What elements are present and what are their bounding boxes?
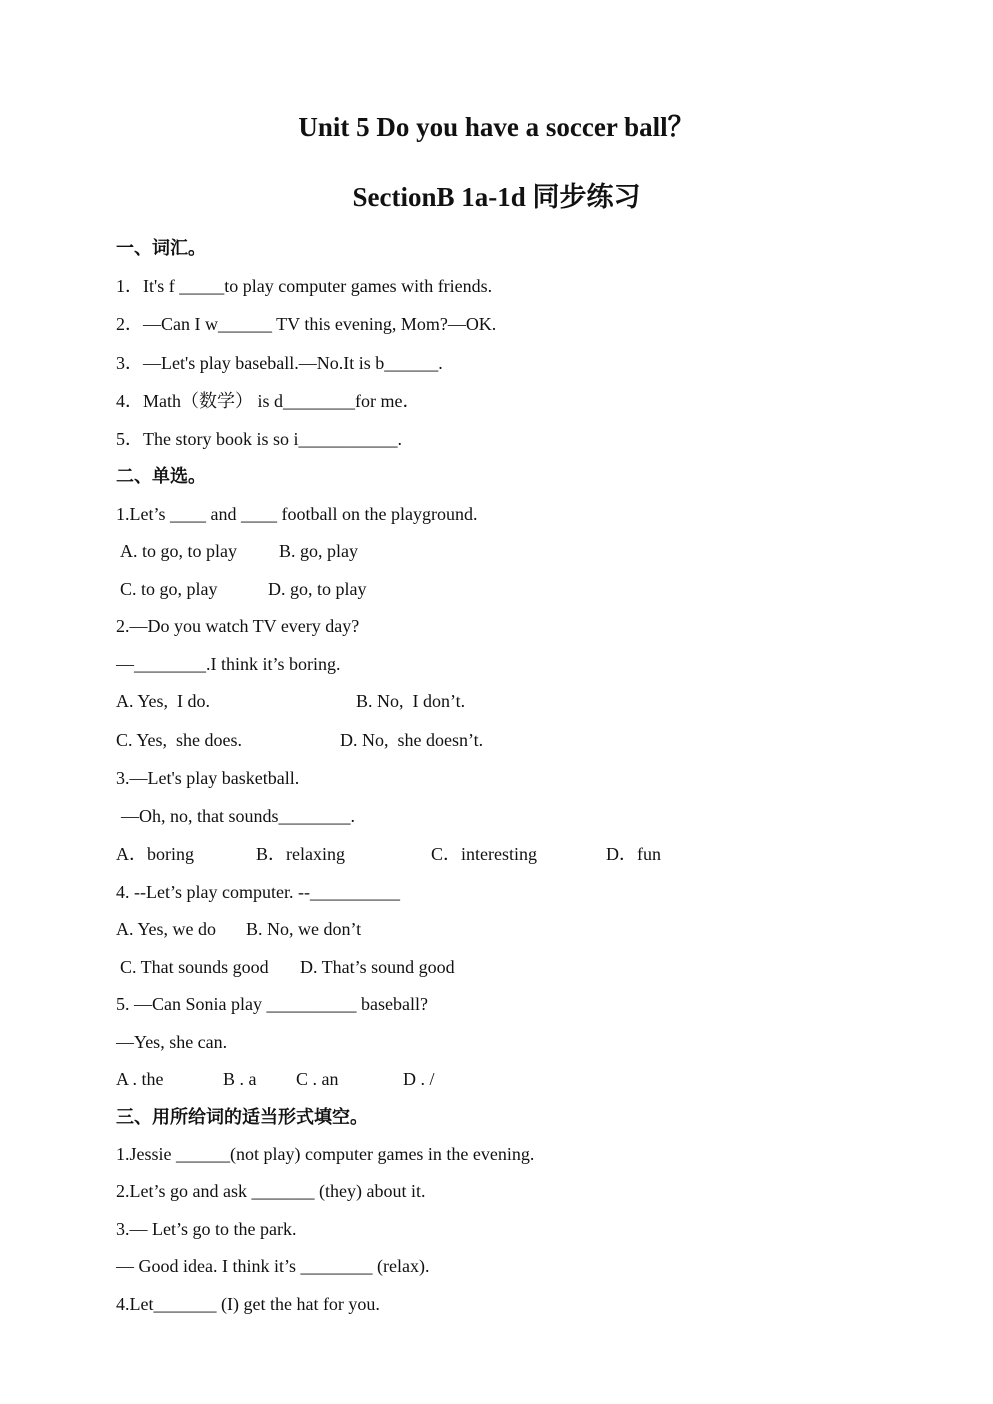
- q1-option-d: D. go, to play: [268, 579, 367, 599]
- q4-option-b: B. No, we don’t: [246, 919, 362, 939]
- q3-reply: —Oh, no, that sounds________.: [121, 806, 355, 826]
- q2-option-a: A. Yes, I do.: [116, 691, 211, 711]
- q5-stem: 5. —Can Sonia play __________ baseball?: [116, 994, 428, 1014]
- q2-stem: 2.—Do you watch TV every day?: [116, 616, 360, 636]
- part1-item-4: 4．Math（数学） is d________for me．: [116, 391, 421, 411]
- part3-item-1: 1.Jessie ______(not play) computer games in the evening.: [116, 1144, 535, 1164]
- part3-item-3: 3.— Let’s go to the park.: [116, 1219, 297, 1239]
- q2-option-d: D. No, she doesn’t.: [340, 730, 484, 750]
- q2-option-b: B. No, I don’t.: [356, 691, 466, 711]
- q3-option-a: A．boring: [116, 844, 194, 864]
- part1-item-3: 3．—Let's play baseball.—No.It is b______.: [116, 353, 443, 373]
- q1-option-a: A. to go, to play: [120, 541, 237, 561]
- q3-option-d: D．fun: [606, 844, 661, 864]
- q2-reply: —________.I think it’s boring.: [116, 654, 341, 674]
- page-subtitle: SectionB 1a-1d 同步练习: [352, 182, 641, 212]
- part3-heading: 三、用所给词的适当形式填空。: [116, 1107, 368, 1127]
- part3-item-2: 2.Let’s go and ask _______ (they) about it.: [116, 1181, 426, 1201]
- q3-stem: 3.—Let's play basketball.: [116, 768, 300, 788]
- q4-option-d: D. That’s sound good: [300, 957, 455, 977]
- part3-item-4: 4.Let_______ (I) get the hat for you.: [116, 1294, 380, 1314]
- q3-option-c: C．interesting: [431, 844, 537, 864]
- part1-item-1: 1．It's f _____to play computer games with friends.: [116, 276, 493, 296]
- q1-stem: 1.Let’s ____ and ____ football on the playground.: [116, 504, 478, 524]
- q1-option-c: C. to go, play: [120, 579, 218, 599]
- q4-stem: 4. --Let’s play computer. --__________: [116, 882, 400, 902]
- part3-item-3-reply: — Good idea. I think it’s ________ (relax).: [116, 1256, 430, 1276]
- page-title: Unit 5 Do you have a soccer ball？: [298, 112, 695, 142]
- q5-reply: —Yes, she can.: [116, 1032, 228, 1052]
- q5-option-d: D . /: [403, 1069, 435, 1089]
- part1-item-2: 2．—Can I w______ TV this evening, Mom?—OK.: [116, 314, 497, 334]
- part2-heading: 二、单选。: [116, 466, 206, 486]
- q4-option-a: A. Yes, we do: [116, 919, 217, 939]
- q5-option-a: A . the: [116, 1069, 164, 1089]
- q2-option-c: C. Yes, she does.: [116, 730, 243, 750]
- q5-option-c: C . an: [296, 1069, 339, 1089]
- q1-option-b: B. go, play: [279, 541, 358, 561]
- part1-heading: 一、词汇。: [116, 238, 206, 258]
- part1-item-5: 5．The story book is so i___________.: [116, 429, 402, 449]
- q3-option-b: B．relaxing: [256, 844, 345, 864]
- q5-option-b: B . a: [223, 1069, 257, 1089]
- q4-option-c: C. That sounds good: [120, 957, 269, 977]
